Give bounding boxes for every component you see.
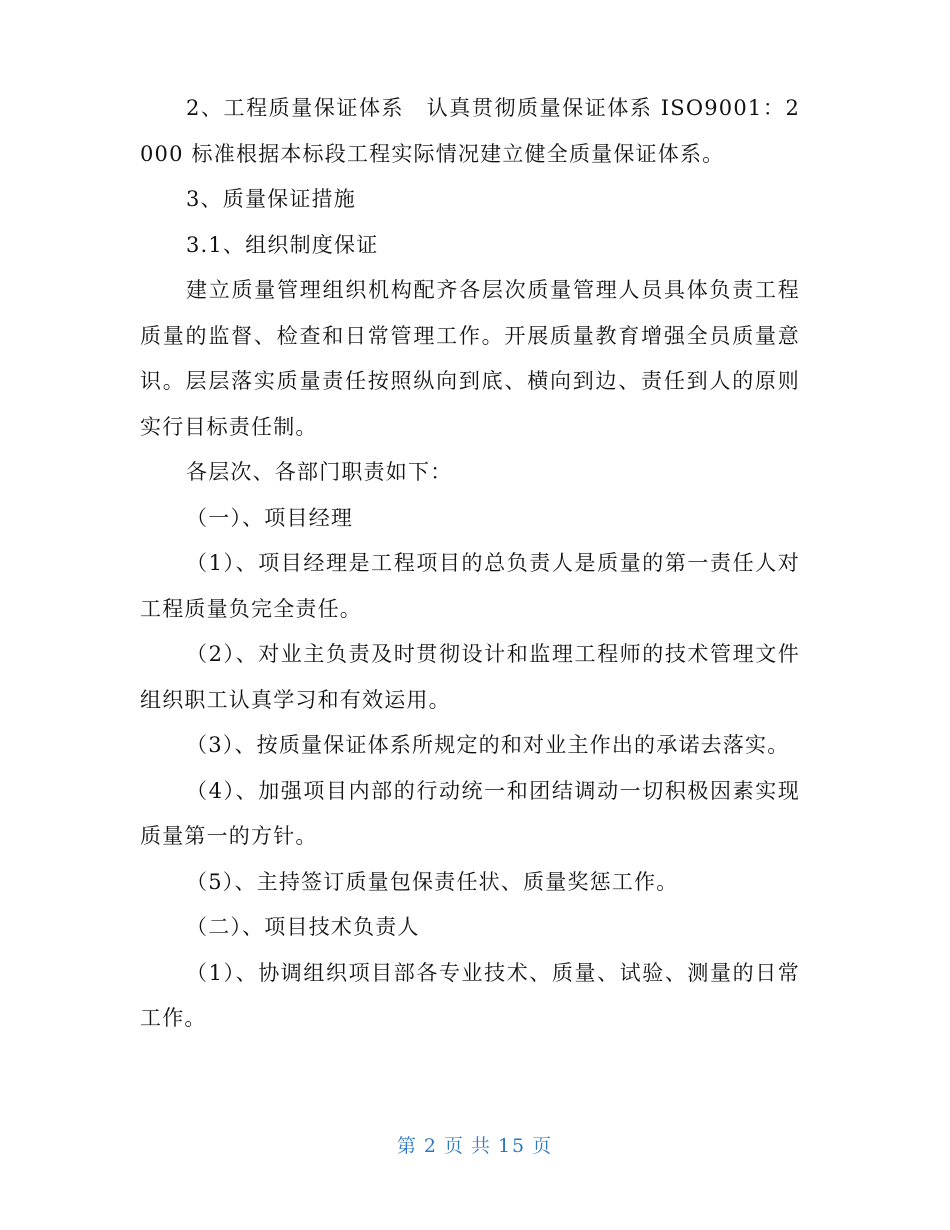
footer-page-number: 2: [423, 1135, 438, 1157]
heading-quality-measures: 3、质量保证措施: [186, 187, 356, 211]
paragraph-organization: 建立质量管理组织机构配齐各层次质量管理人员具体负责工程质量的监督、检查和日常管理工作。开展质量教育增强全员质量意识。层层落实质量责任按照纵向到底、横向到边、责任到人的原则实行目标责任制。: [140, 278, 800, 439]
list-item-pm-2: （2）、对业主负责及时贯彻设计和监理工程师的技术管理文件组织职工认真学习和有效运用。: [140, 642, 800, 712]
list-item-tech-1: （1）、协调组织项目部各专业技术、质量、试验、测量的日常工作。: [140, 960, 800, 1030]
heading-technical-lead: （二）、项目技术负责人: [186, 915, 420, 939]
footer-total-pages: 15: [497, 1135, 527, 1157]
list-item-pm-1: （1）、项目经理是工程项目的总负责人是质量的第一责任人对工程质量负完全责任。: [140, 551, 800, 621]
list-item-pm-3: （3）、按质量保证体系所规定的和对业主作出的承诺去落实。: [186, 733, 790, 757]
footer-total-prefix: 共: [470, 1135, 492, 1157]
list-item-pm-5: （5）、主持签订质量包保责任状、质量奖惩工作。: [186, 869, 679, 894]
heading-organization-guarantee: 3.1、组织制度保证: [186, 232, 379, 257]
footer-page-mid: 页: [443, 1135, 465, 1157]
footer-page-suffix: 页: [532, 1135, 554, 1157]
paragraph-duties-intro: 各层次、各部门职责如下：: [186, 460, 453, 484]
footer-page-prefix: 第: [396, 1135, 418, 1157]
heading-project-manager: （一）、项目经理: [186, 505, 354, 530]
page-footer: [0, 1133, 950, 1159]
paragraph-quality-system: 2、工程质量保证体系 认真贯彻质量保证体系 ISO9001：2000 标准根据本标段工程实际情况建立健全质量保证体系。: [140, 96, 800, 166]
document-body: [140, 86, 800, 1042]
list-item-pm-4: （4）、加强项目内部的行动统一和团结调动一切积极因素实现质量第一的方针。: [140, 778, 800, 848]
